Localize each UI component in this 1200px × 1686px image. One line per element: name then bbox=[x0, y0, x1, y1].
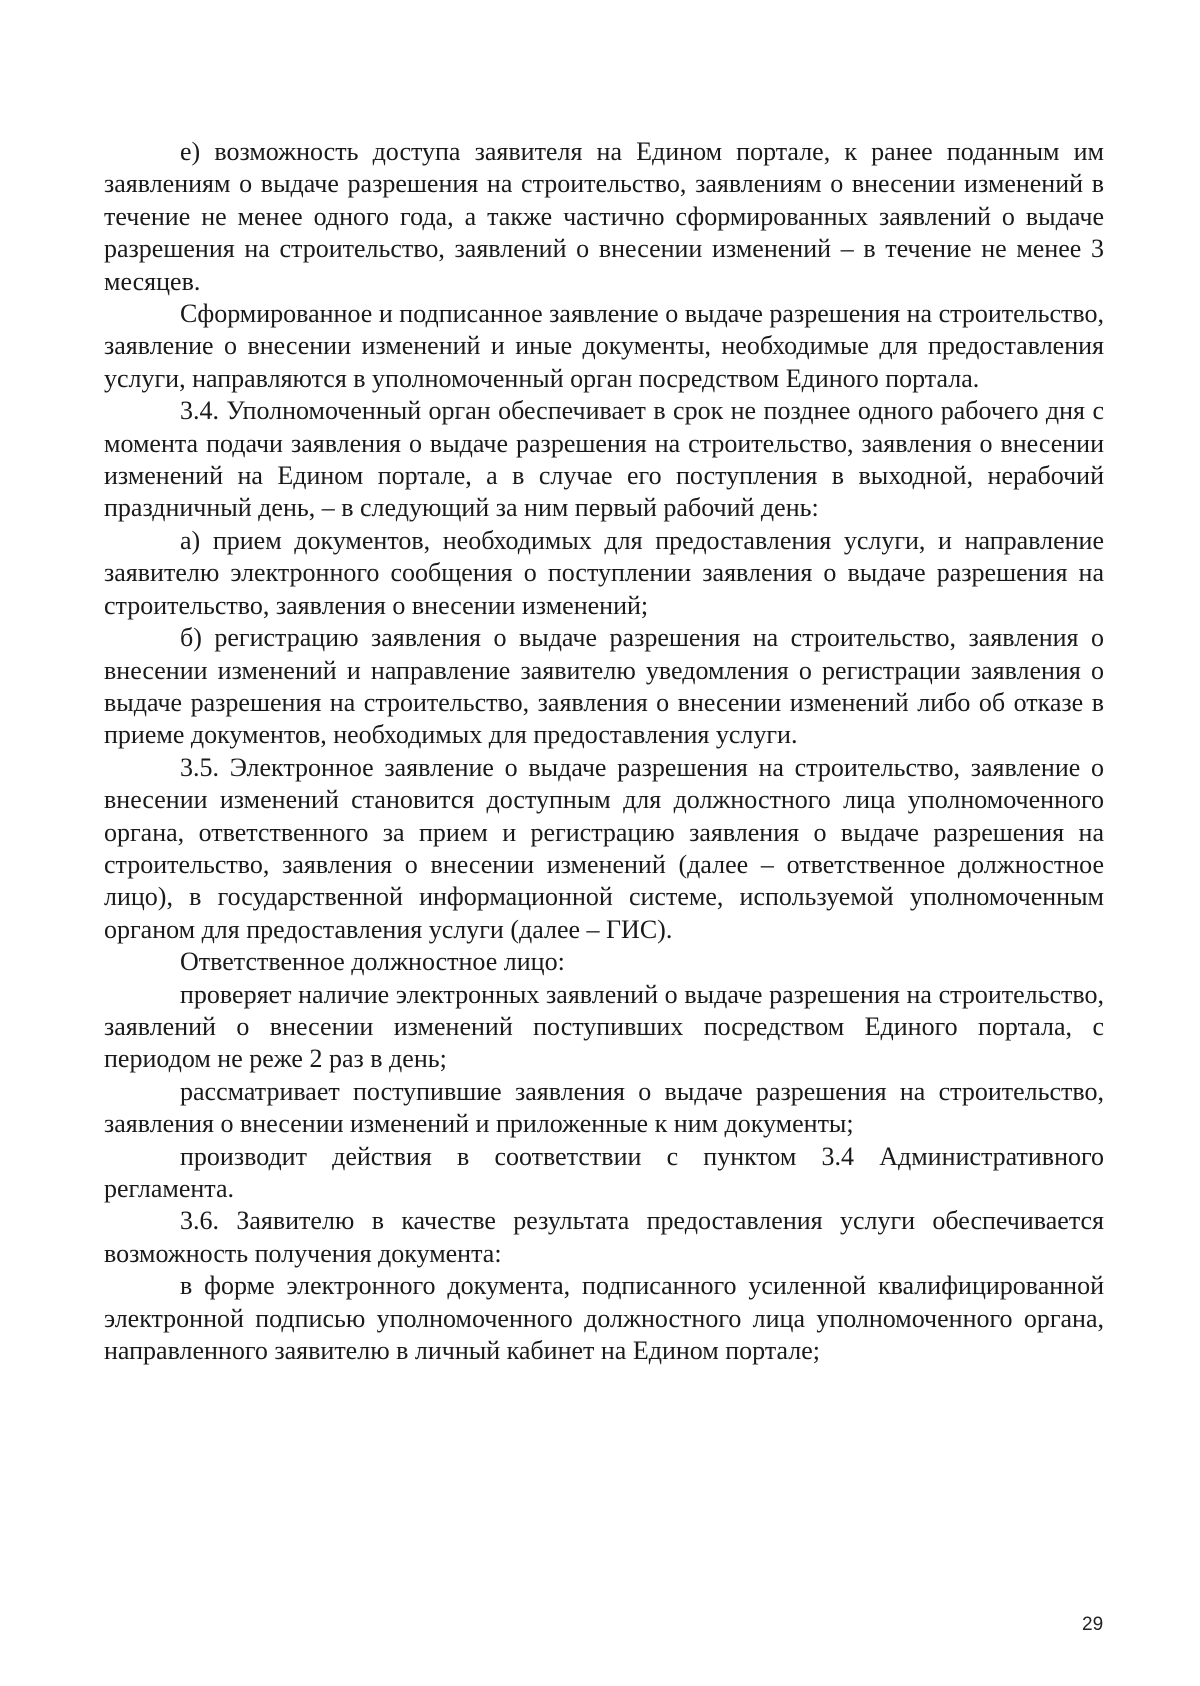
paragraph-checks-applications: проверяет наличие электронных заявлений о выдаче разрешения на строительство, заявлений о внесении изменений поступивших посредством Единого портала, с периодом не реже 2 раз в день; bbox=[104, 979, 1104, 1074]
paragraph-responsible-official: Ответственное должностное лицо: bbox=[180, 947, 565, 977]
paragraph-3-6: 3.6. Заявителю в качестве результата предоставления услуги обеспечивается возможность получения документа: bbox=[104, 1206, 1104, 1268]
paragraph-3-4-b: б) регистрацию заявления о выдаче разрешения на строительство, заявления о внесении изменений и направление заявителю уведомления о регистрации заявления о выдаче разрешения на строительство, заявления о внесении изменений либо об отказе в приеме документов, необходимых для предоставления услуги. bbox=[104, 623, 1104, 750]
paragraph-3-4-a: а) прием документов, необходимых для предоставления услуги, и направление заявителю электронного сообщения о поступлении заявления о выдаче разрешения на строительство, заявления о внесении изменений; bbox=[104, 525, 1104, 620]
document-body bbox=[104, 136, 1104, 1367]
paragraph-3-4: 3.4. Уполномоченный орган обеспечивает в срок не позднее одного рабочего дня с момента подачи заявления о выдаче разрешения на строительство, заявления о внесении изменений на Едином портале, а в случае его поступления в выходной, нерабочий праздничный день, – в следующий за ним первый рабочий день: bbox=[104, 396, 1104, 523]
page-number: 29 bbox=[1082, 1614, 1104, 1635]
paragraph-reviews-applications: рассматривает поступившие заявления о выдаче разрешения на строительство, заявления о внесении изменений и приложенные к ним документы; bbox=[104, 1076, 1104, 1139]
paragraph-e-access: е) возможность доступа заявителя на Едином портале, к ранее поданным им заявлениям о выдаче разрешения на строительство, заявлениям о внесении изменений в течение не менее одного года, а также частично сформированных заявлений о выдаче разрешения на строительство, заявлений о внесении изменений – в течение не менее 3 месяцев. bbox=[104, 137, 1104, 296]
paragraph-signed-application: Сформированное и подписанное заявление о выдаче разрешения на строительство, заявление о внесении изменений и иные документы, необходимые для предоставления услуги, направляются в уполномоченный орган посредством Единого портала. bbox=[104, 299, 1104, 393]
paragraph-electronic-document: в форме электронного документа, подписанного усиленной квалифицированной электронной подписью уполномоченного должностного лица уполномоченного органа, направленного заявителю в личный кабинет на Едином портале; bbox=[104, 1271, 1104, 1366]
paragraph-3-5: 3.5. Электронное заявление о выдаче разрешения на строительство, заявление о внесении изменений становится доступным для должностного лица уполномоченного органа, ответственного за прием и регистрацию заявления о выдаче разрешения на строительство, заявления о внесении изменений (далее – ответственное должностное лицо), в государственной информационной системе, используемой уполномоченным органом для предоставления услуги (далее – ГИС). bbox=[104, 752, 1104, 944]
paragraph-performs-actions: производит действия в соответствии с пунктом 3.4 Административного регламента. bbox=[104, 1141, 1104, 1203]
